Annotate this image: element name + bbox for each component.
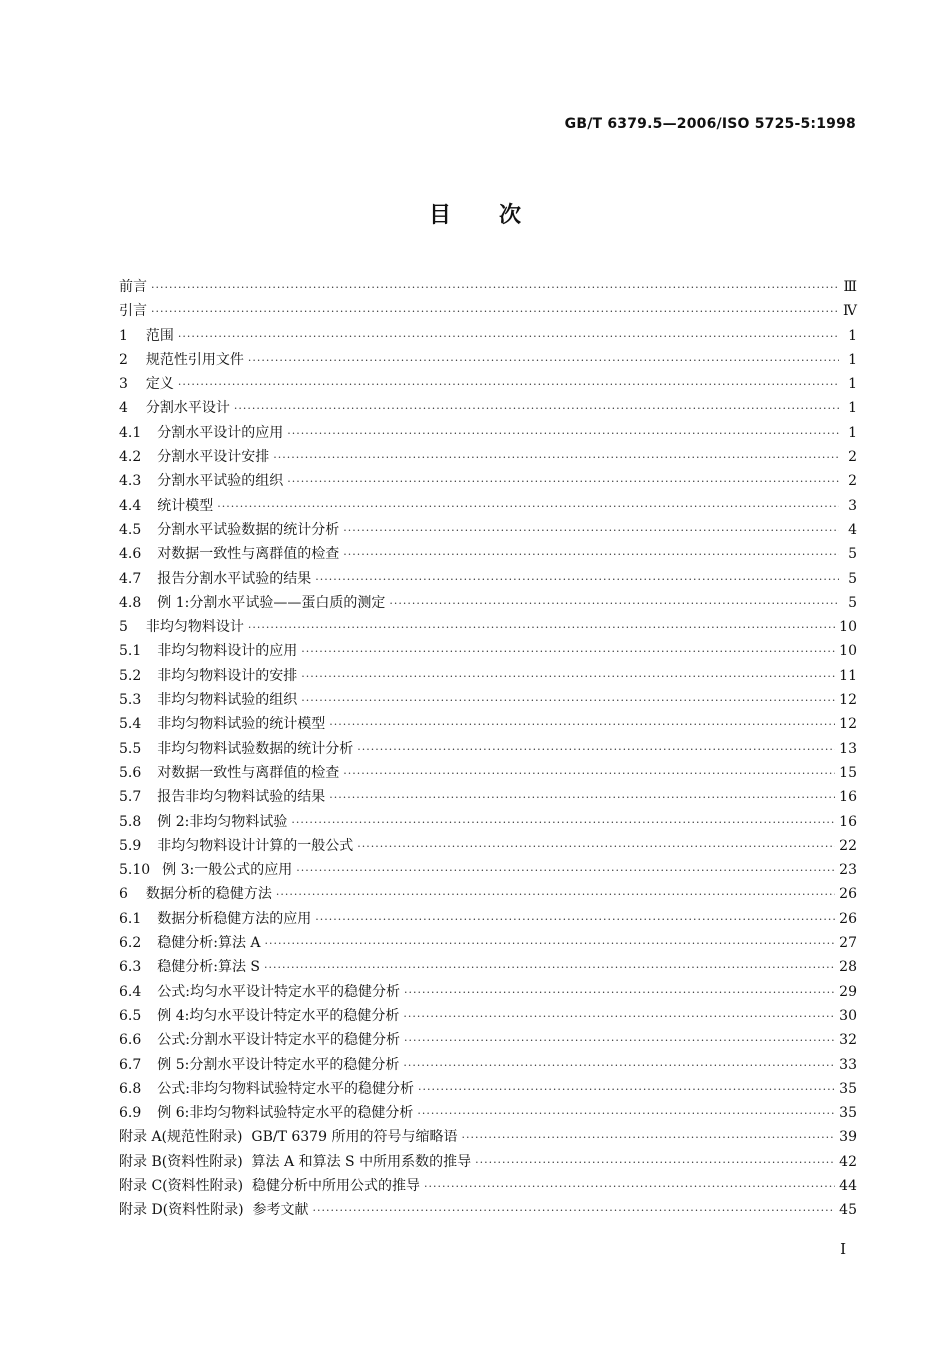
toc-entry-number: 5.1 — [119, 643, 142, 660]
toc-entry-number: 4.5 — [119, 521, 142, 538]
toc-entry-label: 非均匀物料试验的统计模型 — [157, 716, 326, 733]
toc-leader-dots — [291, 811, 835, 835]
toc-leader-dots — [475, 1151, 835, 1175]
toc-leader-dots — [417, 1102, 835, 1126]
toc-entry-label: 对数据一致性与离群值的检查 — [157, 764, 340, 781]
toc-leader-dots — [313, 1199, 836, 1223]
toc-entry[interactable] — [119, 834, 857, 858]
toc-entry-number: 6.7 — [119, 1056, 142, 1073]
toc-entry[interactable] — [119, 761, 857, 785]
toc-entry-page: 2 — [848, 449, 857, 466]
toc-entry-number: 4 — [119, 400, 128, 417]
toc-leader-dots — [178, 325, 839, 349]
toc-leader-dots — [389, 592, 839, 616]
toc-entry[interactable] — [119, 882, 857, 906]
title-char-2: 次 — [499, 203, 522, 228]
toc-entry-number: 6.6 — [119, 1032, 142, 1049]
toc-entry-label: 非均匀物料设计 — [145, 619, 244, 636]
toc-entry[interactable] — [119, 1028, 857, 1052]
toc-entry[interactable] — [119, 737, 857, 761]
toc-entry-page: 1 — [848, 400, 857, 417]
toc-entry-page: 1 — [848, 376, 857, 393]
toc-entry-label: 非均匀物料设计的安排 — [157, 667, 298, 684]
toc-entry-number: 5.2 — [119, 667, 142, 684]
toc-entry-page: Ⅳ — [843, 303, 857, 320]
toc-entry-label: 附录 A(规范性附录) GB/T 6379 所用的符号与缩略语 — [119, 1129, 458, 1146]
toc-entry-page: 12 — [839, 716, 857, 733]
toc-entry-label: 分割水平设计安排 — [157, 449, 270, 466]
toc-entry-label: 数据分析稳健方法的应用 — [157, 910, 312, 927]
toc-entry[interactable] — [119, 785, 857, 809]
toc-entry-number: 5.3 — [119, 692, 142, 709]
toc-entry-label: 非均匀物料试验的组织 — [157, 692, 298, 709]
toc-entry-number: 6.4 — [119, 983, 142, 1000]
toc-entry[interactable] — [119, 494, 857, 518]
toc-leader-dots — [343, 762, 835, 786]
toc-entry-label: 公式:均匀水平设计特定水平的稳健分析 — [157, 983, 400, 1000]
toc-entry-label: 附录 B(资料性附录) 算法 A 和算法 S 中所用系数的推导 — [119, 1153, 472, 1170]
toc-entry-label: 数据分析的稳健方法 — [145, 886, 272, 903]
toc-entry-label: 分割水平设计 — [145, 400, 230, 417]
toc-entry-number: 5.8 — [119, 813, 142, 830]
toc-entry-number: 4.6 — [119, 546, 142, 563]
toc-entry-number: 4.8 — [119, 594, 142, 611]
toc-entry[interactable] — [119, 712, 857, 736]
toc-entry-page: 45 — [839, 1202, 857, 1219]
toc-entry-label: 例 4:均匀水平设计特定水平的稳健分析 — [157, 1007, 400, 1024]
toc-leader-dots — [301, 640, 835, 664]
toc-entry-page: 28 — [839, 959, 857, 976]
toc-leader-dots — [151, 276, 839, 300]
toc-entry-page: 27 — [839, 935, 857, 952]
toc-entry[interactable] — [119, 469, 857, 493]
toc-entry-number: 5.4 — [119, 716, 142, 733]
standard-code: GB/T 6379.5—2006/ISO 5725-5:1998 — [564, 116, 856, 132]
toc-entry-number: 5.6 — [119, 764, 142, 781]
toc-leader-dots — [265, 932, 836, 956]
toc-entry-label: 非均匀物料试验数据的统计分析 — [157, 740, 354, 757]
toc-entry[interactable] — [119, 542, 857, 566]
toc-entry-label: 附录 D(资料性附录) 参考文献 — [119, 1202, 309, 1219]
toc-entry[interactable] — [119, 980, 857, 1004]
toc-entry[interactable] — [119, 445, 857, 469]
toc-entry-page: 35 — [839, 1105, 857, 1122]
toc-entry-page: 5 — [848, 546, 857, 563]
toc-entry-label: 例 6:非均匀物料试验特定水平的稳健分析 — [157, 1105, 414, 1122]
toc-entry[interactable] — [119, 639, 857, 663]
toc-entry[interactable] — [119, 324, 857, 348]
toc-entry[interactable] — [119, 591, 857, 615]
toc-leader-dots — [273, 446, 839, 470]
toc-leader-dots — [287, 470, 839, 494]
toc-leader-dots — [404, 1029, 835, 1053]
toc-entry-page: 13 — [839, 740, 857, 757]
toc-entry-page: 3 — [848, 497, 857, 514]
toc-entry[interactable] — [119, 299, 857, 323]
toc-entry-number: 2 — [119, 351, 128, 368]
toc-leader-dots — [151, 300, 839, 324]
toc-leader-dots — [403, 1005, 835, 1029]
toc-entry-number: 4.4 — [119, 497, 142, 514]
toc-entry-label: 分割水平设计的应用 — [157, 424, 284, 441]
toc-entry-number: 6 — [119, 886, 128, 903]
toc-entry-page: 42 — [839, 1153, 857, 1170]
toc-entry-label: 例 1:分割水平试验——蛋白质的测定 — [157, 594, 386, 611]
toc-entry-page: 23 — [839, 862, 857, 879]
toc-entry-page: 35 — [839, 1080, 857, 1097]
toc-entry[interactable] — [119, 858, 857, 882]
toc-entry-number: 1 — [119, 327, 128, 344]
toc-leader-dots — [403, 1054, 835, 1078]
toc-leader-dots — [315, 568, 839, 592]
toc-leader-dots — [424, 1175, 835, 1199]
toc-entry[interactable] — [119, 1150, 857, 1174]
toc-entry-label: 例 3:一般公式的应用 — [162, 862, 293, 879]
toc-entry-label: 非均匀物料设计计算的一般公式 — [157, 837, 354, 854]
toc-entry-label: 前言 — [119, 279, 147, 295]
toc-entry-label: 对数据一致性与离群值的检查 — [157, 546, 340, 563]
toc-leader-dots — [315, 908, 835, 932]
toc-entry-page: 29 — [839, 983, 857, 1000]
toc-entry-page: 16 — [839, 813, 857, 830]
toc-leader-dots — [404, 981, 835, 1005]
toc-entry-page: 5 — [848, 570, 857, 587]
title-char-1: 目 — [428, 203, 451, 228]
toc-entry-number: 6.1 — [119, 910, 142, 927]
toc-entry[interactable] — [119, 1125, 857, 1149]
toc-entry-label: 公式:分割水平设计特定水平的稳健分析 — [157, 1032, 400, 1049]
toc-leader-dots — [343, 519, 839, 543]
toc-entry-label: 报告分割水平试验的结果 — [157, 570, 312, 587]
toc-entry-page: 15 — [839, 764, 857, 781]
toc-entry-page: 22 — [839, 837, 857, 854]
toc-entry[interactable] — [119, 1101, 857, 1125]
toc-entry[interactable] — [119, 1077, 857, 1101]
toc-entry-page: 1 — [848, 327, 857, 344]
toc-entry-page: 10 — [839, 643, 857, 660]
toc-entry-number: 3 — [119, 376, 128, 393]
toc-leader-dots — [264, 956, 835, 980]
toc-entry-label: 附录 C(资料性附录) 稳健分析中所用公式的推导 — [119, 1177, 420, 1194]
toc-entry-page: 16 — [839, 789, 857, 806]
page-title — [0, 198, 950, 229]
toc-entry-number: 4.3 — [119, 473, 142, 490]
toc-leader-dots — [461, 1126, 835, 1150]
toc-entry-page: 32 — [839, 1032, 857, 1049]
toc-entry[interactable] — [119, 567, 857, 591]
toc-entry-number: 5.7 — [119, 789, 142, 806]
toc-entry[interactable] — [119, 688, 857, 712]
toc-entry-number: 6.3 — [119, 959, 142, 976]
toc-entry-number: 5.10 — [119, 862, 151, 879]
toc-leader-dots — [287, 422, 839, 446]
toc-entry-page: 4 — [848, 521, 857, 538]
toc-entry-label: 例 5:分割水平设计特定水平的稳健分析 — [157, 1056, 400, 1073]
toc-leader-dots — [178, 373, 839, 397]
toc-entry-page: Ⅲ — [843, 279, 857, 295]
toc-entry-number: 5.5 — [119, 740, 142, 757]
table-of-contents — [119, 275, 857, 1223]
toc-entry-label: 分割水平试验数据的统计分析 — [157, 521, 340, 538]
toc-entry-number: 5 — [119, 619, 128, 636]
toc-entry-number: 6.2 — [119, 935, 142, 952]
toc-entry-page: 26 — [839, 886, 857, 903]
toc-entry-number: 4.1 — [119, 424, 142, 441]
toc-entry[interactable] — [119, 1174, 857, 1198]
toc-entry[interactable] — [119, 1198, 857, 1222]
toc-entry-number: 5.9 — [119, 837, 142, 854]
toc-entry-label: 报告非均匀物料试验的结果 — [157, 789, 326, 806]
toc-entry-label: 分割水平试验的组织 — [157, 473, 284, 490]
toc-entry[interactable] — [119, 1004, 857, 1028]
toc-entry-page: 33 — [839, 1056, 857, 1073]
toc-leader-dots — [217, 495, 839, 519]
toc-leader-dots — [357, 835, 835, 859]
toc-entry[interactable] — [119, 372, 857, 396]
toc-leader-dots — [301, 689, 835, 713]
toc-entry-page: 26 — [839, 910, 857, 927]
toc-leader-dots — [248, 349, 839, 373]
toc-entry-number: 6.9 — [119, 1105, 142, 1122]
toc-entry[interactable] — [119, 615, 857, 639]
toc-entry-page: 1 — [848, 424, 857, 441]
toc-entry[interactable] — [119, 396, 857, 420]
toc-entry-page: 39 — [839, 1129, 857, 1146]
page-number: I — [840, 1240, 846, 1258]
toc-entry-number: 4.2 — [119, 449, 142, 466]
toc-entry-number: 4.7 — [119, 570, 142, 587]
toc-leader-dots — [296, 859, 835, 883]
toc-entry[interactable] — [119, 664, 857, 688]
toc-entry-label: 公式:非均匀物料试验特定水平的稳健分析 — [157, 1080, 414, 1097]
toc-entry-page: 10 — [839, 619, 857, 636]
toc-entry-page: 1 — [848, 351, 857, 368]
toc-entry-label: 例 2:非均匀物料试验 — [157, 813, 288, 830]
toc-leader-dots — [418, 1078, 835, 1102]
toc-leader-dots — [276, 883, 835, 907]
toc-leader-dots — [343, 543, 839, 567]
toc-entry-page: 44 — [839, 1177, 857, 1194]
toc-entry[interactable] — [119, 931, 857, 955]
toc-entry[interactable] — [119, 518, 857, 542]
toc-entry[interactable] — [119, 907, 857, 931]
toc-entry-number: 6.5 — [119, 1007, 142, 1024]
toc-entry-page: 12 — [839, 692, 857, 709]
toc-leader-dots — [329, 713, 835, 737]
toc-leader-dots — [301, 665, 835, 689]
toc-entry-label: 稳健分析:算法 S — [157, 959, 261, 976]
toc-leader-dots — [329, 786, 835, 810]
toc-entry-page: 30 — [839, 1007, 857, 1024]
toc-entry-number: 6.8 — [119, 1080, 142, 1097]
toc-entry-label: 统计模型 — [157, 497, 214, 514]
toc-entry[interactable] — [119, 810, 857, 834]
toc-entry-label: 规范性引用文件 — [145, 351, 244, 368]
toc-entry-label: 稳健分析:算法 A — [157, 935, 261, 952]
toc-entry[interactable] — [119, 955, 857, 979]
toc-entry[interactable] — [119, 1053, 857, 1077]
toc-entry[interactable] — [119, 275, 857, 299]
toc-leader-dots — [248, 616, 835, 640]
toc-entry[interactable] — [119, 421, 857, 445]
toc-entry[interactable] — [119, 348, 857, 372]
toc-entry-page: 11 — [839, 667, 857, 684]
toc-leader-dots — [357, 738, 835, 762]
toc-entry-label: 范围 — [145, 327, 174, 344]
toc-entry-label: 非均匀物料设计的应用 — [157, 643, 298, 660]
toc-entry-page: 5 — [848, 594, 857, 611]
toc-leader-dots — [234, 397, 839, 421]
toc-entry-page: 2 — [848, 473, 857, 490]
toc-entry-label: 定义 — [145, 376, 174, 393]
toc-entry-label: 引言 — [119, 303, 147, 320]
